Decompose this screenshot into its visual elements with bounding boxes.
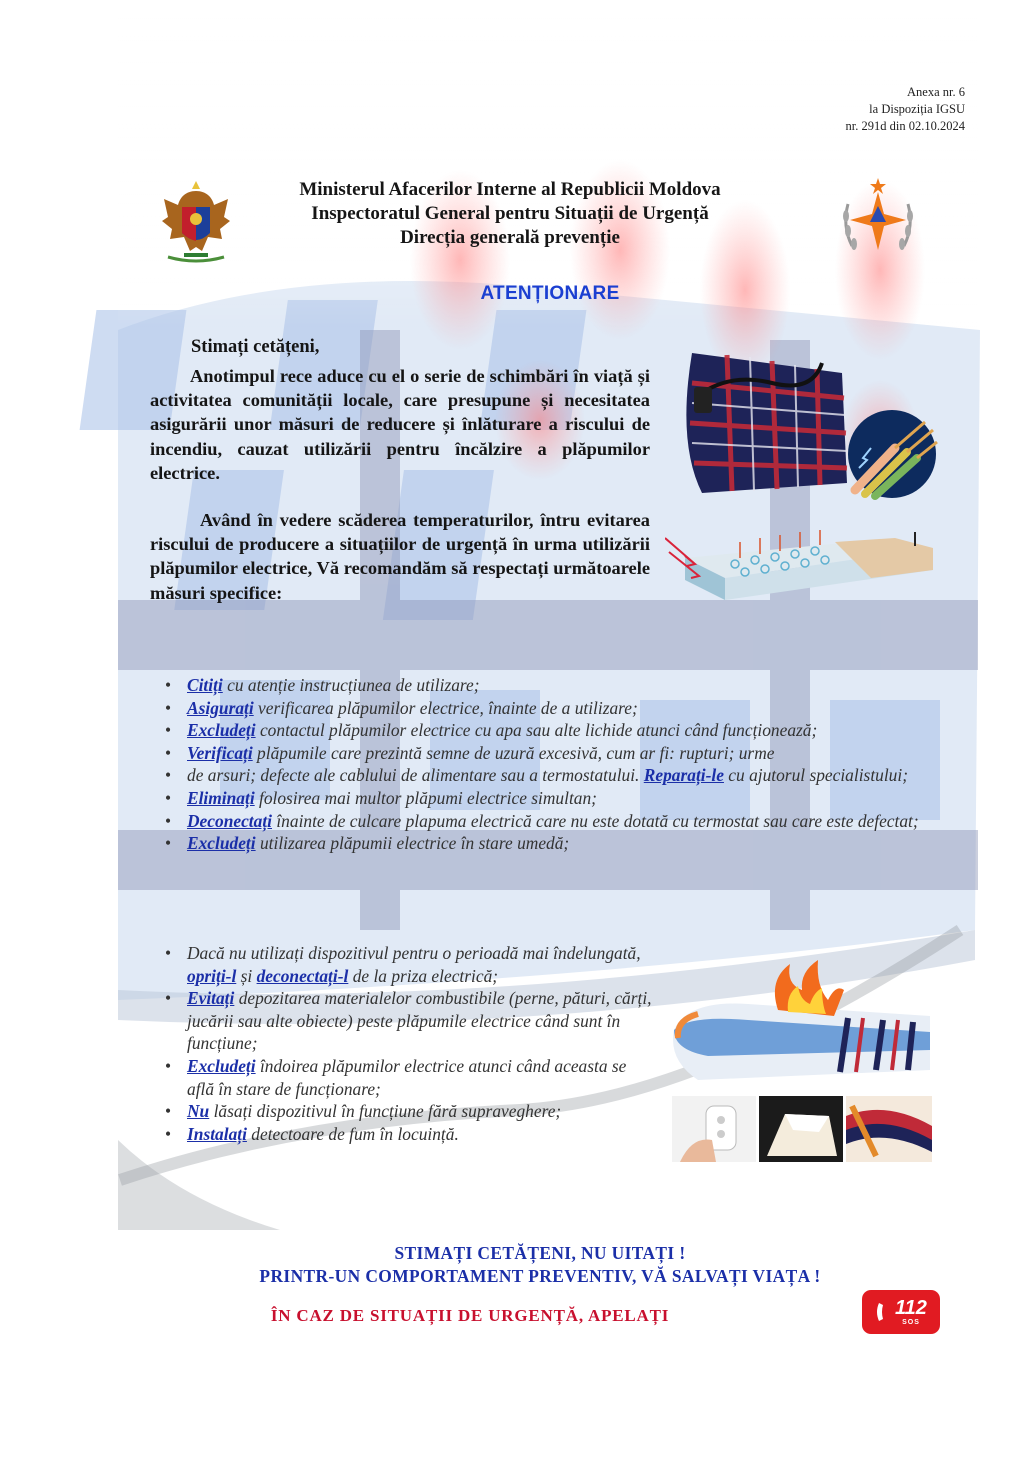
greeting: Stimați cetățeni, xyxy=(191,337,320,357)
keyword: Asigurați xyxy=(187,697,254,718)
safety-measures-list xyxy=(162,674,932,855)
list-item xyxy=(162,764,932,787)
ministry-name: Ministerul Afacerilor Interne al Republicii Moldova xyxy=(299,179,721,200)
intro-paragraph: Anotimpul rece aduce cu el o serie de schimbări în viață și activitatea comunității locale, care presupune și necesitatea asigurării unor măsuri de reducere și înlăturare a riscului de incendiu, cauzat utilizării pentru încălzire a plăpumilor electrice. xyxy=(150,366,650,483)
page-title: ATENȚIONARE xyxy=(480,283,620,304)
item-text: plăpumile care prezintă semne de uzură excesivă, cum ar fi: rupturi; urme xyxy=(252,742,775,763)
item-text: depozitarea materialelor combustibile (perne, pături, cărți, jucării sau alte obiecte) peste plăpumile electrice când sunt în funcțiune; xyxy=(187,988,652,1054)
directorate-name: Direcția generală prevenție xyxy=(400,227,620,248)
keyword: Evitați xyxy=(187,988,235,1009)
item-text: lăsați dispozitivul în funcțiune fără supraveghere; xyxy=(209,1101,562,1122)
list-item xyxy=(162,787,932,810)
emergency-call-text: ÎN CAZ DE SITUAȚII DE URGENȚĂ, APELAȚI xyxy=(270,1306,670,1325)
damaged-blanket-photo xyxy=(846,1096,932,1162)
list-item xyxy=(162,832,932,855)
item-text: Dacă nu utilizați dispozitivul pentru o perioadă mai îndelungată, xyxy=(187,943,641,963)
annex-line-1: Anexa nr. 6 xyxy=(907,85,965,99)
burning-blanket-illustration xyxy=(668,960,936,1090)
keyword: opriți-l xyxy=(187,965,237,986)
keyword: deconectați-l xyxy=(256,965,349,986)
inspectorate-name: Inspectoratul General pentru Situații de Urgență xyxy=(311,203,709,224)
additional-measures-list xyxy=(162,942,652,1145)
item-text: de la priza electrică; xyxy=(348,965,499,986)
list-item xyxy=(162,719,932,742)
plaid-blanket-illustration xyxy=(672,343,852,498)
item-text: utilizarea plăpumii electrice în stare umedă; xyxy=(255,833,570,854)
moldova-coat-of-arms-icon xyxy=(160,177,232,265)
annex-line-3: nr. 291d din 02.10.2024 xyxy=(845,119,965,133)
controller-photo xyxy=(672,1096,756,1162)
footer-line-1: STIMAȚI CETĂȚENI, NU UITAȚI ! xyxy=(394,1243,686,1263)
item-text: contactul plăpumilor electrice cu apa sau alte lichide atunci când funcționează; xyxy=(255,720,818,741)
keyword: Instalați xyxy=(187,1123,247,1144)
item-text: și xyxy=(236,965,257,986)
annex-line-2: la Dispoziția IGSU xyxy=(869,102,965,116)
annex-note xyxy=(846,84,965,135)
emergency-number: 112 xyxy=(895,1297,927,1319)
keyword: Eliminați xyxy=(187,787,255,808)
sos-label: SOS xyxy=(902,1319,920,1326)
keyword: Deconectați xyxy=(187,810,272,831)
list-item xyxy=(162,810,932,833)
footer-line-2: PRINTR-UN COMPORTAMENT PREVENTIV, VĂ SALVAȚI VIAȚA ! xyxy=(259,1266,821,1286)
keyword: Excludeți xyxy=(187,833,256,854)
item-text: cu ajutorul specialistului; xyxy=(723,765,908,786)
list-item xyxy=(162,1055,652,1100)
keyword: Reparați-le xyxy=(643,765,724,786)
item-text: cu atenție instrucțiunea de utilizare; xyxy=(222,675,480,695)
heating-layers-diagram xyxy=(665,528,935,616)
igsu-emblem-icon xyxy=(838,176,918,264)
electric-cable-illustration xyxy=(845,408,940,500)
institution-header xyxy=(230,178,790,250)
phone-icon xyxy=(875,1301,893,1323)
heated-pad-photo xyxy=(759,1096,843,1162)
item-text: detectoare de fum în locuință. xyxy=(246,1123,459,1144)
list-item xyxy=(162,742,932,765)
keyword: Citiți xyxy=(187,675,223,695)
item-text: folosirea mai multor plăpumi electrice simultan; xyxy=(254,787,597,808)
emergency-112-badge-icon xyxy=(862,1290,940,1334)
list-item xyxy=(162,1100,652,1123)
item-text: îndoirea plăpumilor electrice atunci când aceasta se află în stare de funcționare; xyxy=(187,1055,627,1099)
keyword: Verificați xyxy=(187,742,253,763)
list-item xyxy=(162,697,932,720)
list-item xyxy=(162,1123,652,1146)
keyword: Excludeți xyxy=(187,720,256,741)
keyword: Excludeți xyxy=(187,1055,256,1076)
item-text: verificarea plăpumilor electrice, înainte de a utilizare; xyxy=(253,697,638,718)
item-text: de arsuri; defecte ale cablului de alimentare sau a termostatului. xyxy=(187,765,644,786)
keyword: Nu xyxy=(187,1101,210,1122)
footer-slogan xyxy=(160,1242,920,1288)
list-item xyxy=(162,987,652,1055)
list-item xyxy=(162,942,652,987)
item-text: înainte de culcare plapuma electrică care nu este dotată cu termostat sau care este defectat; xyxy=(272,810,919,831)
recommendation-paragraph: Având în vedere scăderea temperaturilor, întru evitarea riscului de producere a situațiilor de urgență în urma utilizării plăpumilor electrice, Vă recomandăm să respectați următoarele măsuri specifice: xyxy=(150,510,650,603)
list-item xyxy=(162,674,932,697)
